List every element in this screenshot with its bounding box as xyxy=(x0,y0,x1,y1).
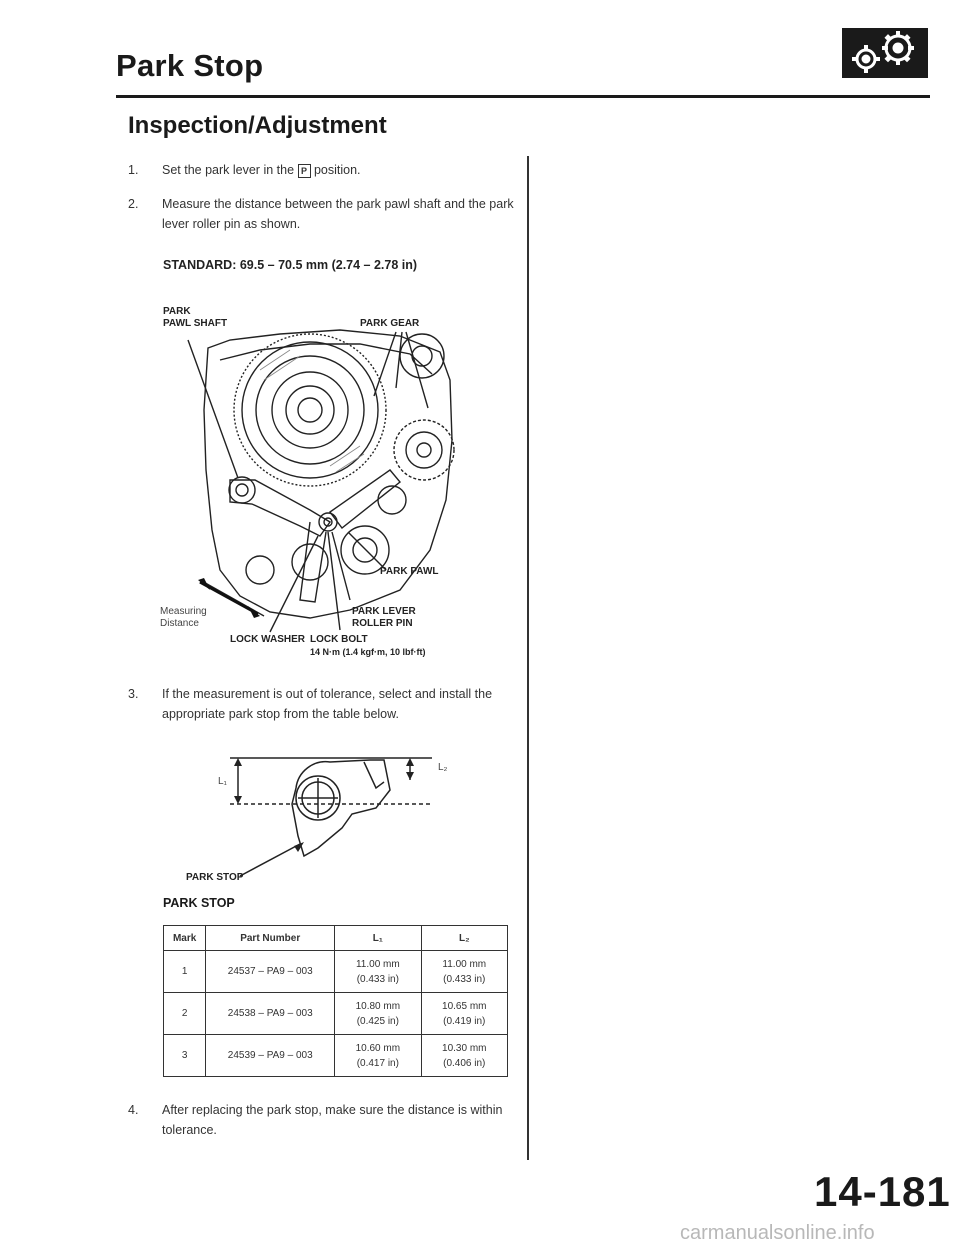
header-l1: L₁ xyxy=(335,926,421,951)
cell-mark: 1 xyxy=(164,951,206,993)
step-text: Set the park lever in the xyxy=(162,163,298,177)
step-number: 4. xyxy=(128,1103,139,1117)
cell-l1: 10.80 mm (0.425 in) xyxy=(335,993,421,1035)
step-number: 3. xyxy=(128,687,139,701)
cell-part-number: 24539 – PA9 – 003 xyxy=(206,1035,335,1077)
table-row xyxy=(164,1035,508,1077)
p-position-box: P xyxy=(298,164,311,178)
transmission-gear-icon xyxy=(842,28,928,78)
label-l1: L₁ xyxy=(218,776,227,787)
label-torque: 14 N·m (1.4 kgf·m, 10 lbf·ft) xyxy=(310,647,426,657)
label-lock-washer: LOCK WASHER xyxy=(230,634,305,645)
step-text: After replacing the park stop, make sure the distance is within tolerance. xyxy=(162,1103,503,1137)
step-text: If the measurement is out of tolerance, select and install the appropriate park stop from the table below. xyxy=(162,687,493,721)
cell-part-number: 24537 – PA9 – 003 xyxy=(206,951,335,993)
page-title: Park Stop xyxy=(116,48,264,83)
header-rule xyxy=(116,95,930,98)
step-number: 1. xyxy=(128,163,139,177)
cell-mark: 3 xyxy=(164,1035,206,1077)
step-text: Measure the distance between the park pawl shaft and the park lever roller pin as shown. xyxy=(162,197,514,231)
table-header-row xyxy=(164,926,508,951)
label-measuring-distance: Measuring Distance xyxy=(160,606,207,629)
label-park-lever-roller-pin: PARK LEVER ROLLER PIN xyxy=(352,606,416,629)
label-park-pawl-shaft: PARK PAWL SHAFT xyxy=(163,306,228,329)
cell-l1: 11.00 mm (0.433 in) xyxy=(335,951,421,993)
step-3 xyxy=(128,684,528,728)
standard-spec: STANDARD: 69.5 – 70.5 mm (2.74 – 2.78 in) xyxy=(163,258,418,272)
park-mechanism-illustration xyxy=(160,300,520,670)
cell-l2: 11.00 mm (0.433 in) xyxy=(421,951,507,993)
label-park-gear: PARK GEAR xyxy=(360,318,420,329)
column-divider xyxy=(527,156,529,1160)
header-mark: Mark xyxy=(164,926,206,951)
step-number: 2. xyxy=(128,197,139,211)
header-part-number: Part Number xyxy=(206,926,335,951)
watermark: carmanualsonline.info xyxy=(680,1222,875,1244)
step-2 xyxy=(128,194,528,238)
cell-l2: 10.65 mm (0.419 in) xyxy=(421,993,507,1035)
table-title: PARK STOP xyxy=(163,896,235,910)
cell-part-number: 24538 – PA9 – 003 xyxy=(206,993,335,1035)
step-4 xyxy=(128,1100,528,1144)
header-l2: L₂ xyxy=(421,926,507,951)
label-l2: L₂ xyxy=(438,762,448,773)
table-row xyxy=(164,993,508,1035)
cell-l2: 10.30 mm (0.406 in) xyxy=(421,1035,507,1077)
label-park-stop: PARK STOP xyxy=(186,872,244,883)
park-stop-table xyxy=(163,925,508,1077)
section-title: Inspection/Adjustment xyxy=(128,112,387,139)
step-1 xyxy=(128,160,528,182)
cell-l1: 10.60 mm (0.417 in) xyxy=(335,1035,421,1077)
park-stop-diagram xyxy=(200,748,460,883)
table-row xyxy=(164,951,508,993)
park-stop-illustration xyxy=(200,748,460,883)
cell-mark: 2 xyxy=(164,993,206,1035)
page-number: 14-181 xyxy=(814,1168,951,1215)
label-park-pawl: PARK PAWL xyxy=(380,566,439,577)
park-mechanism-diagram xyxy=(160,300,520,670)
label-lock-bolt: LOCK BOLT xyxy=(310,634,368,645)
step-text-end: position. xyxy=(310,163,361,177)
